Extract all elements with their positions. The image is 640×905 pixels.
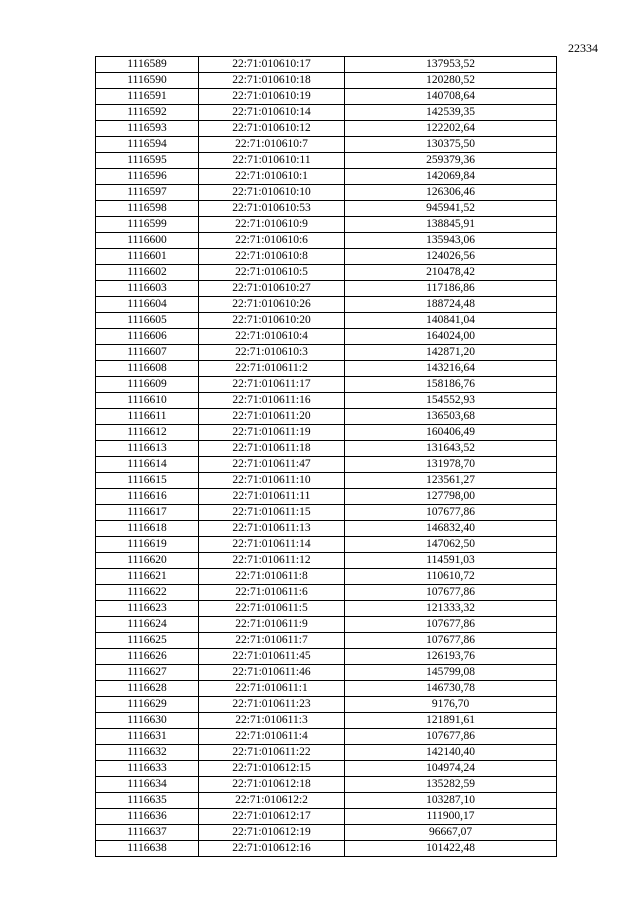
cadastral-value-cell: 142069,84 xyxy=(345,169,557,185)
cadastral-number-cell: 22:71:010610:27 xyxy=(199,281,345,297)
cadastral-value-cell: 111900,17 xyxy=(345,809,557,825)
table-row xyxy=(96,233,557,249)
cadastral-value-cell: 210478,42 xyxy=(345,265,557,281)
row-number-cell: 1116625 xyxy=(96,633,199,649)
cadastral-number-cell: 22:71:010611:9 xyxy=(199,617,345,633)
cadastral-value-cell: 142140,40 xyxy=(345,745,557,761)
cadastral-number-cell: 22:71:010611:10 xyxy=(199,473,345,489)
cadastral-value-cell: 107677,86 xyxy=(345,585,557,601)
cadastral-number-cell: 22:71:010611:7 xyxy=(199,633,345,649)
table-row xyxy=(96,313,557,329)
table-row xyxy=(96,665,557,681)
cadastral-value-cell: 188724,48 xyxy=(345,297,557,313)
row-number-cell: 1116592 xyxy=(96,105,199,121)
row-number-cell: 1116619 xyxy=(96,537,199,553)
cadastral-number-cell: 22:71:010612:17 xyxy=(199,809,345,825)
row-number-cell: 1116608 xyxy=(96,361,199,377)
cadastral-value-cell: 126306,46 xyxy=(345,185,557,201)
row-number-cell: 1116631 xyxy=(96,729,199,745)
cadastral-number-cell: 22:71:010612:19 xyxy=(199,825,345,841)
cadastral-value-cell: 135282,59 xyxy=(345,777,557,793)
table-row xyxy=(96,729,557,745)
cadastral-value-cell: 142539,35 xyxy=(345,105,557,121)
cadastral-number-cell: 22:71:010610:5 xyxy=(199,265,345,281)
table-row xyxy=(96,473,557,489)
cadastral-value-cell: 130375,50 xyxy=(345,137,557,153)
cadastral-value-cell: 259379,36 xyxy=(345,153,557,169)
table-row xyxy=(96,537,557,553)
row-number-cell: 1116616 xyxy=(96,489,199,505)
cadastral-value-cell: 110610,72 xyxy=(345,569,557,585)
cadastral-value-cell: 123561,27 xyxy=(345,473,557,489)
cadastral-number-cell: 22:71:010610:9 xyxy=(199,217,345,233)
cadastral-number-cell: 22:71:010610:19 xyxy=(199,89,345,105)
cadastral-number-cell: 22:71:010610:26 xyxy=(199,297,345,313)
cadastral-number-cell: 22:71:010611:17 xyxy=(199,377,345,393)
cadastral-value-cell: 101422,48 xyxy=(345,841,557,857)
cadastral-number-cell: 22:71:010611:45 xyxy=(199,649,345,665)
table-row xyxy=(96,281,557,297)
cadastral-number-cell: 22:71:010610:10 xyxy=(199,185,345,201)
cadastral-number-cell: 22:71:010611:4 xyxy=(199,729,345,745)
table-row xyxy=(96,361,557,377)
table-row xyxy=(96,409,557,425)
cadastral-value-cell: 945941,52 xyxy=(345,201,557,217)
row-number-cell: 1116629 xyxy=(96,697,199,713)
row-number-cell: 1116622 xyxy=(96,585,199,601)
cadastral-value-cell: 103287,10 xyxy=(345,793,557,809)
table-row xyxy=(96,345,557,361)
table-row xyxy=(96,121,557,137)
table-row xyxy=(96,457,557,473)
table-row xyxy=(96,649,557,665)
table-row xyxy=(96,489,557,505)
cadastral-number-cell: 22:71:010611:6 xyxy=(199,585,345,601)
cadastral-number-cell: 22:71:010612:18 xyxy=(199,777,345,793)
table-row xyxy=(96,169,557,185)
row-number-cell: 1116612 xyxy=(96,425,199,441)
table-row xyxy=(96,105,557,121)
table-row xyxy=(96,217,557,233)
cadastral-number-cell: 22:71:010612:15 xyxy=(199,761,345,777)
table-row xyxy=(96,201,557,217)
cadastral-value-cell: 131643,52 xyxy=(345,441,557,457)
row-number-cell: 1116594 xyxy=(96,137,199,153)
cadastral-number-cell: 22:71:010611:46 xyxy=(199,665,345,681)
cadastral-number-cell: 22:71:010611:20 xyxy=(199,409,345,425)
cadastral-value-table xyxy=(95,56,557,857)
cadastral-number-cell: 22:71:010610:4 xyxy=(199,329,345,345)
cadastral-value-cell: 107677,86 xyxy=(345,617,557,633)
cadastral-number-cell: 22:71:010611:2 xyxy=(199,361,345,377)
cadastral-number-cell: 22:71:010610:8 xyxy=(199,249,345,265)
table-row xyxy=(96,153,557,169)
cadastral-number-cell: 22:71:010612:16 xyxy=(199,841,345,857)
cadastral-value-cell: 158186,76 xyxy=(345,377,557,393)
cadastral-value-cell: 140841,04 xyxy=(345,313,557,329)
cadastral-number-cell: 22:71:010610:20 xyxy=(199,313,345,329)
cadastral-value-cell: 140708,64 xyxy=(345,89,557,105)
cadastral-value-cell: 107677,86 xyxy=(345,505,557,521)
row-number-cell: 1116593 xyxy=(96,121,199,137)
table-row xyxy=(96,57,557,73)
row-number-cell: 1116597 xyxy=(96,185,199,201)
cadastral-number-cell: 22:71:010611:12 xyxy=(199,553,345,569)
row-number-cell: 1116599 xyxy=(96,217,199,233)
cadastral-value-cell: 114591,03 xyxy=(345,553,557,569)
row-number-cell: 1116600 xyxy=(96,233,199,249)
table-row xyxy=(96,633,557,649)
cadastral-number-cell: 22:71:010611:16 xyxy=(199,393,345,409)
page-number: 22334 xyxy=(568,41,598,55)
table-row xyxy=(96,329,557,345)
table-row xyxy=(96,681,557,697)
table-row xyxy=(96,521,557,537)
cadastral-number-cell: 22:71:010612:2 xyxy=(199,793,345,809)
row-number-cell: 1116615 xyxy=(96,473,199,489)
cadastral-value-cell: 160406,49 xyxy=(345,425,557,441)
row-number-cell: 1116628 xyxy=(96,681,199,697)
cadastral-number-cell: 22:71:010610:11 xyxy=(199,153,345,169)
cadastral-number-cell: 22:71:010611:8 xyxy=(199,569,345,585)
cadastral-value-cell: 9176,70 xyxy=(345,697,557,713)
table-row xyxy=(96,297,557,313)
cadastral-number-cell: 22:71:010611:13 xyxy=(199,521,345,537)
row-number-cell: 1116623 xyxy=(96,601,199,617)
cadastral-value-cell: 121891,61 xyxy=(345,713,557,729)
cadastral-value-cell: 122202,64 xyxy=(345,121,557,137)
table-row xyxy=(96,617,557,633)
row-number-cell: 1116613 xyxy=(96,441,199,457)
cadastral-value-cell: 104974,24 xyxy=(345,761,557,777)
row-number-cell: 1116606 xyxy=(96,329,199,345)
row-number-cell: 1116609 xyxy=(96,377,199,393)
cadastral-value-cell: 143216,64 xyxy=(345,361,557,377)
row-number-cell: 1116607 xyxy=(96,345,199,361)
table-row xyxy=(96,249,557,265)
cadastral-value-cell: 126193,76 xyxy=(345,649,557,665)
row-number-cell: 1116589 xyxy=(96,57,199,73)
cadastral-number-cell: 22:71:010611:3 xyxy=(199,713,345,729)
cadastral-number-cell: 22:71:010610:14 xyxy=(199,105,345,121)
cadastral-value-cell: 146832,40 xyxy=(345,521,557,537)
cadastral-value-cell: 127798,00 xyxy=(345,489,557,505)
table-row xyxy=(96,569,557,585)
cadastral-number-cell: 22:71:010610:6 xyxy=(199,233,345,249)
cadastral-number-cell: 22:71:010611:23 xyxy=(199,697,345,713)
cadastral-value-cell: 136503,68 xyxy=(345,409,557,425)
table-row xyxy=(96,265,557,281)
row-number-cell: 1116636 xyxy=(96,809,199,825)
table-row xyxy=(96,601,557,617)
table-row xyxy=(96,761,557,777)
cadastral-number-cell: 22:71:010611:1 xyxy=(199,681,345,697)
row-number-cell: 1116620 xyxy=(96,553,199,569)
row-number-cell: 1116626 xyxy=(96,649,199,665)
cadastral-number-cell: 22:71:010611:15 xyxy=(199,505,345,521)
cadastral-number-cell: 22:71:010610:1 xyxy=(199,169,345,185)
table-row xyxy=(96,89,557,105)
cadastral-number-cell: 22:71:010611:47 xyxy=(199,457,345,473)
table-row xyxy=(96,137,557,153)
cadastral-number-cell: 22:71:010611:5 xyxy=(199,601,345,617)
row-number-cell: 1116610 xyxy=(96,393,199,409)
cadastral-number-cell: 22:71:010611:19 xyxy=(199,425,345,441)
cadastral-value-cell: 146730,78 xyxy=(345,681,557,697)
row-number-cell: 1116604 xyxy=(96,297,199,313)
table-row xyxy=(96,505,557,521)
cadastral-value-cell: 147062,50 xyxy=(345,537,557,553)
cadastral-value-cell: 124026,56 xyxy=(345,249,557,265)
row-number-cell: 1116595 xyxy=(96,153,199,169)
row-number-cell: 1116624 xyxy=(96,617,199,633)
row-number-cell: 1116638 xyxy=(96,841,199,857)
cadastral-number-cell: 22:71:010611:22 xyxy=(199,745,345,761)
row-number-cell: 1116634 xyxy=(96,777,199,793)
row-number-cell: 1116630 xyxy=(96,713,199,729)
row-number-cell: 1116621 xyxy=(96,569,199,585)
row-number-cell: 1116598 xyxy=(96,201,199,217)
row-number-cell: 1116618 xyxy=(96,521,199,537)
row-number-cell: 1116590 xyxy=(96,73,199,89)
row-number-cell: 1116603 xyxy=(96,281,199,297)
cadastral-number-cell: 22:71:010610:3 xyxy=(199,345,345,361)
row-number-cell: 1116627 xyxy=(96,665,199,681)
table-row xyxy=(96,825,557,841)
row-number-cell: 1116601 xyxy=(96,249,199,265)
cadastral-value-cell: 131978,70 xyxy=(345,457,557,473)
table-row xyxy=(96,745,557,761)
cadastral-value-cell: 137953,52 xyxy=(345,57,557,73)
cadastral-number-cell: 22:71:010610:12 xyxy=(199,121,345,137)
table-row xyxy=(96,425,557,441)
row-number-cell: 1116633 xyxy=(96,761,199,777)
cadastral-value-cell: 142871,20 xyxy=(345,345,557,361)
row-number-cell: 1116605 xyxy=(96,313,199,329)
cadastral-value-cell: 138845,91 xyxy=(345,217,557,233)
row-number-cell: 1116602 xyxy=(96,265,199,281)
row-number-cell: 1116637 xyxy=(96,825,199,841)
table-row xyxy=(96,777,557,793)
cadastral-number-cell: 22:71:010610:18 xyxy=(199,73,345,89)
table-row xyxy=(96,809,557,825)
table-body xyxy=(96,57,557,857)
table-row xyxy=(96,841,557,857)
table-row xyxy=(96,585,557,601)
row-number-cell: 1116614 xyxy=(96,457,199,473)
cadastral-value-cell: 121333,32 xyxy=(345,601,557,617)
table-row xyxy=(96,185,557,201)
cadastral-number-cell: 22:71:010611:18 xyxy=(199,441,345,457)
row-number-cell: 1116596 xyxy=(96,169,199,185)
table-row xyxy=(96,441,557,457)
table-row xyxy=(96,553,557,569)
row-number-cell: 1116635 xyxy=(96,793,199,809)
cadastral-value-cell: 120280,52 xyxy=(345,73,557,89)
table-row xyxy=(96,713,557,729)
row-number-cell: 1116611 xyxy=(96,409,199,425)
table-row xyxy=(96,73,557,89)
row-number-cell: 1116632 xyxy=(96,745,199,761)
table-row xyxy=(96,697,557,713)
cadastral-number-cell: 22:71:010611:11 xyxy=(199,489,345,505)
cadastral-value-cell: 154552,93 xyxy=(345,393,557,409)
cadastral-value-cell: 96667,07 xyxy=(345,825,557,841)
row-number-cell: 1116617 xyxy=(96,505,199,521)
cadastral-number-cell: 22:71:010610:17 xyxy=(199,57,345,73)
cadastral-number-cell: 22:71:010611:14 xyxy=(199,537,345,553)
cadastral-number-cell: 22:71:010610:7 xyxy=(199,137,345,153)
cadastral-value-cell: 145799,08 xyxy=(345,665,557,681)
cadastral-value-cell: 117186,86 xyxy=(345,281,557,297)
cadastral-value-cell: 107677,86 xyxy=(345,729,557,745)
table-row xyxy=(96,793,557,809)
cadastral-value-cell: 164024,00 xyxy=(345,329,557,345)
table-row xyxy=(96,393,557,409)
row-number-cell: 1116591 xyxy=(96,89,199,105)
cadastral-number-cell: 22:71:010610:53 xyxy=(199,201,345,217)
cadastral-value-cell: 107677,86 xyxy=(345,633,557,649)
cadastral-value-cell: 135943,06 xyxy=(345,233,557,249)
table-row xyxy=(96,377,557,393)
